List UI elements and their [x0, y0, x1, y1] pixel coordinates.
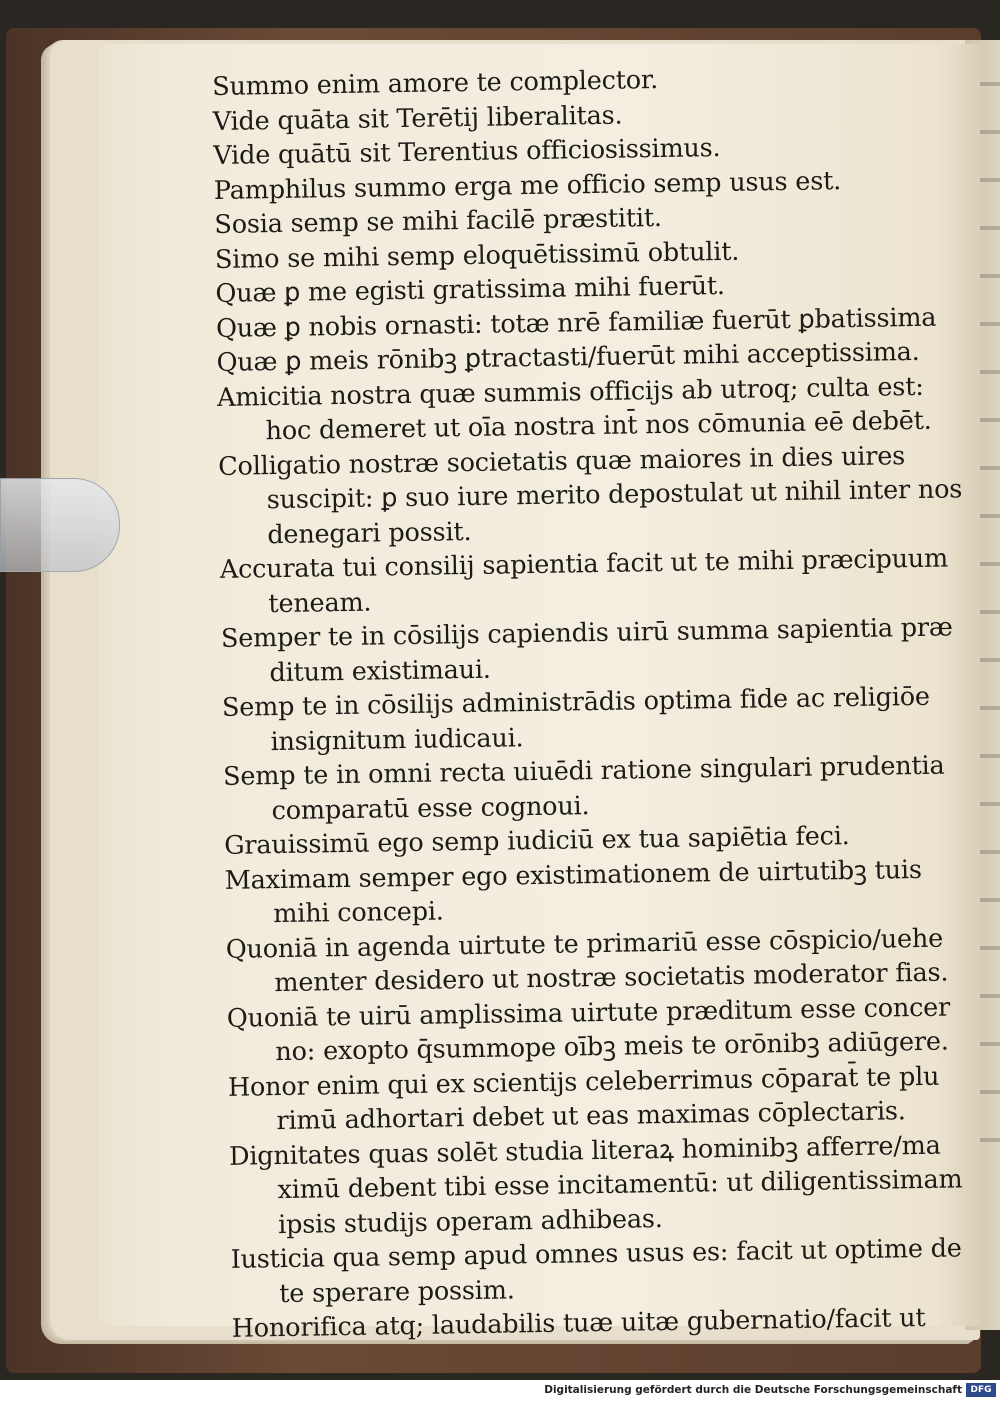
- page-text: [212, 59, 963, 1346]
- text-line: teneam.: [268, 587, 372, 619]
- text-line: hoc demeret ut oīa nostra int̄ nos cōmunia eē debēt.: [265, 405, 932, 447]
- text-line: comparatū esse cognoui.: [271, 790, 590, 826]
- funding-credit: Digitalisierung gefördert durch die Deutsche Forschungsgemeinschaft: [544, 1384, 962, 1396]
- footer-bar: [0, 1380, 1000, 1401]
- text-line: Amicitia nostra quæ summis officijs ab utroq; culta est:: [216, 371, 924, 413]
- text-line: Sosia semp se mihi facilē præstitit.: [214, 202, 663, 240]
- text-line: ximū debent tibi esse incitamentū: ut diligentissimam: [277, 1164, 963, 1206]
- text-line: Vide quātū sit Terentius officiosissimus.: [213, 133, 721, 171]
- text-line: Dignitates quas solēt studia literaꝝ hominibꝫ afferre/ma: [228, 1130, 941, 1172]
- text-line: ditum existimaui.: [269, 654, 491, 688]
- text-line: Colligatio nostræ societatis quæ maiores in dies uires: [217, 440, 906, 482]
- text-line: Accurata tui consilij sapientia facit ut te mihi præcipuum: [219, 543, 949, 585]
- text-line: suscipit: ꝑ suo iure merito depostulat ut nihil inter nos: [266, 474, 963, 516]
- text-line: Quoniā te uirū amplissima uirtute præditum esse concer: [226, 992, 951, 1034]
- text-line: Quæ ꝑ me egisti gratissima mihi fuerūt.: [215, 270, 726, 309]
- text-line: Semp te in omni recta uiuēdi ratione singulari prudentia: [222, 750, 945, 792]
- text-line: no: exopto q̄summope oībꝫ meis te orōnibꝫ adiūgere.: [275, 1026, 949, 1068]
- text-line: Vide quāta sit Terētij liberalitas.: [212, 100, 623, 137]
- text-line: rimū adhortari debet ut eas maximas cōplectaris.: [276, 1096, 906, 1137]
- text-line: Pamphilus summo erga me officio semp usus est.: [213, 165, 842, 206]
- text-line: Honor enim qui ex scientijs celeberrimus cōparat̄ te plu: [227, 1061, 940, 1103]
- text-line: Simo se mihi semp eloquētissimū obtulit.: [214, 236, 740, 275]
- text-line: menter desidero ut nostræ societatis moderator fias.: [274, 957, 949, 999]
- text-line: Iusticia qua semp apud omnes usus es: facit ut optime de: [230, 1233, 962, 1275]
- text-line: Semper te in cōsilijs capiendis uirū summa sapientia præ: [220, 612, 953, 654]
- text-line: Quæ ꝑ meis rōnibꝫ ꝑtractasti/fuerūt mihi acceptissima.: [216, 336, 920, 378]
- text-line: Quoniā in agenda uirtute te primariū esse cōspicio/uehe: [225, 923, 944, 965]
- text-line: mihi concepi.: [273, 896, 444, 930]
- text-line: Semp te in cōsilijs administrādis optima fide ac religiōe: [221, 681, 930, 723]
- text-line: denegari possit.: [267, 516, 472, 550]
- text-line: Quæ ꝑ nobis ornasti: totæ nrē familiæ fuerūt ꝑbatissima: [215, 302, 937, 344]
- text-line: insignitum iudicaui.: [270, 722, 524, 757]
- text-line: Summo enim amore te complector.: [212, 64, 659, 102]
- text-line: ipsis studijs operam adhibeas.: [277, 1203, 663, 1240]
- text-line: Maximam semper ego existimationem de uirtutibꝫ tuis: [224, 854, 922, 896]
- text-line: Grauissimū ego semp iudiciū ex tua sapiētia feci.: [223, 821, 850, 861]
- book-clip: [0, 478, 120, 572]
- text-line: te sperare possim.: [278, 1274, 515, 1309]
- dfg-logo: DFG: [966, 1383, 996, 1397]
- text-line: Honorifica atq; laudabilis tuæ uitæ gubernatio/facit ut: [231, 1302, 926, 1344]
